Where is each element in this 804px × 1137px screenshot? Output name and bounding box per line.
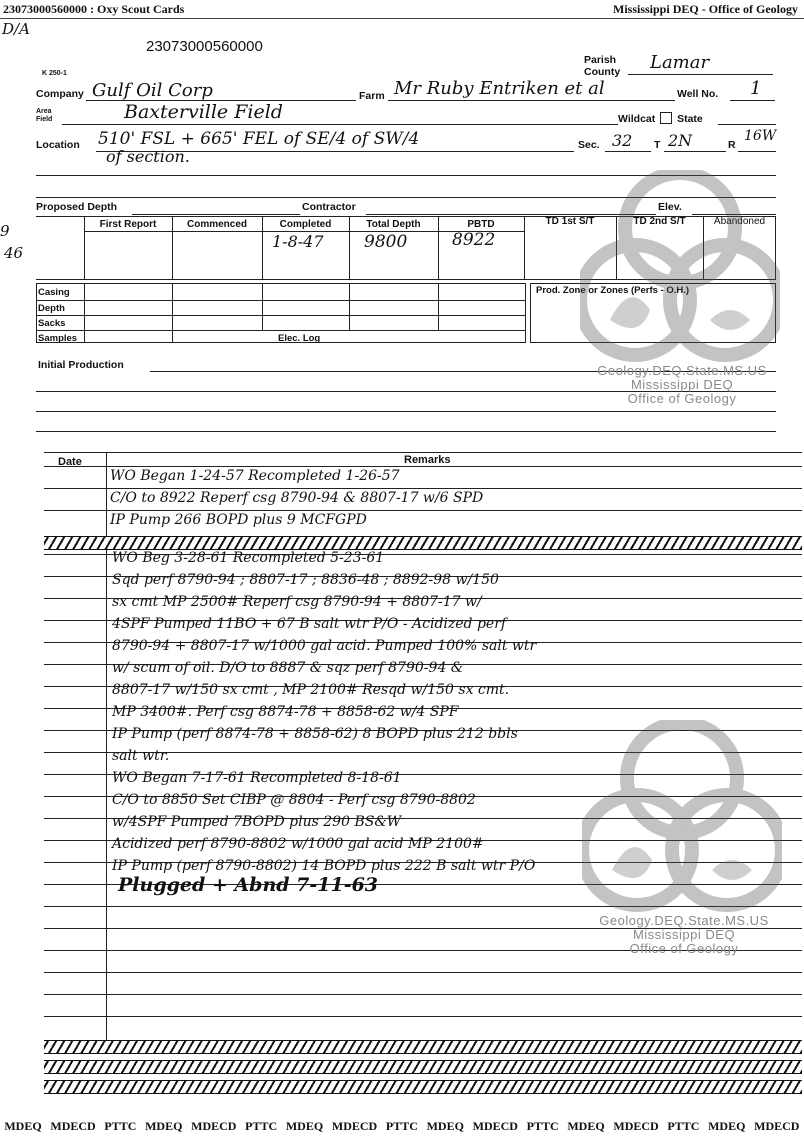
watermark-line: Mississippi DEQ bbox=[632, 927, 736, 942]
watermark-line: Office of Geology bbox=[629, 941, 739, 956]
watermark-line: Geology.DEQ.State.MS.US bbox=[599, 913, 769, 928]
casing-col bbox=[438, 283, 439, 330]
parish-label: Parish bbox=[584, 54, 617, 66]
well-no-value: 1 bbox=[750, 78, 762, 99]
footer-item: MDECD bbox=[754, 1119, 800, 1133]
well-no-line bbox=[730, 100, 775, 101]
footer-item: MDEQ bbox=[285, 1119, 324, 1133]
corner-mark: D/A bbox=[2, 20, 30, 38]
footer-item: MDECD bbox=[50, 1119, 96, 1133]
col-td-1st: TD 1st S/T bbox=[545, 216, 595, 227]
remark-rule bbox=[44, 488, 802, 489]
document-header-left: 23073000560000 : Oxy Scout Cards bbox=[3, 2, 185, 16]
remark-line: WO Began 7-17-61 Recompleted 8-18-61 bbox=[112, 770, 402, 786]
margin-note-1: 9 bbox=[0, 222, 10, 240]
casing-row bbox=[36, 330, 526, 331]
watermark-line: Office of Geology bbox=[627, 391, 737, 406]
total-depth-value: 9800 bbox=[364, 232, 408, 252]
parish-county-value: Lamar bbox=[650, 52, 710, 73]
r-label: R bbox=[728, 139, 736, 151]
remark-line: C/O to 8922 Reperf csg 8790-94 & 8807-17 w/6 SPD bbox=[110, 490, 484, 506]
col-td-2nd: TD 2nd S/T bbox=[633, 216, 686, 227]
hatch-separator bbox=[44, 536, 802, 550]
watermark-seal-top bbox=[580, 170, 780, 370]
field-line bbox=[62, 124, 618, 125]
remark-line: IP Pump (perf 8790-8802) 14 BOPD plus 222 B salt wtr P/O bbox=[112, 858, 536, 874]
well-no-label: Well No. bbox=[677, 88, 719, 100]
footer-item: PTTC bbox=[245, 1119, 278, 1133]
watermark-text-bottom bbox=[584, 914, 784, 956]
company-value: Gulf Oil Corp bbox=[92, 80, 213, 101]
col-total-depth: Total Depth bbox=[366, 219, 421, 230]
remark-line: WO Beg 3-28-61 Recompleted 5-23-61 bbox=[112, 550, 385, 566]
remark-line: 8790-94 + 8807-17 w/1000 gal acid. Pumped 100% salt wtr bbox=[112, 638, 537, 654]
col-abandoned: Abandoned bbox=[713, 216, 766, 227]
col-completed: Completed bbox=[279, 219, 332, 230]
casing-col bbox=[349, 283, 350, 330]
remark-rule bbox=[44, 994, 802, 995]
samples-label: Samples bbox=[38, 333, 78, 344]
remark-line: IP Pump (perf 8874-78 + 8858-62) 8 BOPD plus 212 bbls bbox=[112, 726, 518, 742]
remark-line: Acidized perf 8790-8802 w/1000 gal acid MP 2100# bbox=[112, 836, 484, 852]
date-col-header: Date bbox=[58, 456, 82, 468]
state-label-text: State bbox=[677, 113, 703, 125]
remark-rule bbox=[44, 466, 802, 467]
casing-col bbox=[84, 283, 85, 343]
footer-item: MDEQ bbox=[4, 1119, 42, 1133]
r-value: 16W bbox=[744, 128, 777, 144]
remark-line: w/ scum of oil. D/O to 8887 & sqz perf 8790-94 & bbox=[112, 660, 464, 676]
footer-item: MDEQ bbox=[426, 1119, 464, 1133]
footer-item: PTTC bbox=[526, 1119, 559, 1133]
t-label: T bbox=[654, 139, 661, 151]
remark-line: sx cmt MP 2500# Reperf csg 8790-94 + 8807-17 w/ bbox=[112, 594, 482, 610]
remark-line: 8807-17 w/150 sx cmt , MP 2100# Resqd w/150 sx cmt. bbox=[112, 682, 510, 698]
ip-line bbox=[36, 411, 776, 412]
footer-item: PTTC bbox=[667, 1119, 700, 1133]
area-label: Area bbox=[36, 108, 52, 115]
plugged-remark: Plugged + Abnd 7-11-63 bbox=[118, 874, 379, 896]
state-line bbox=[718, 124, 776, 125]
watermark-line: Mississippi DEQ bbox=[630, 377, 734, 392]
initial-production-label: Initial Production bbox=[38, 359, 124, 371]
sec-label: Sec. bbox=[578, 139, 600, 151]
watermark-seal-bottom bbox=[582, 720, 782, 920]
api-number: 23073000560000 bbox=[146, 38, 263, 55]
proposed-depth-label: Proposed Depth bbox=[36, 201, 118, 213]
wildcat-label-text: Wildcat bbox=[618, 113, 656, 125]
footer-item: MDECD bbox=[472, 1119, 518, 1133]
parish-county-line bbox=[628, 74, 773, 75]
footer-item: MDEQ bbox=[145, 1119, 183, 1133]
location-value-line1: 510' FSL + 665' FEL of SE/4 of SW/4 bbox=[98, 129, 420, 149]
footer-item: MDECD bbox=[331, 1119, 378, 1133]
county-label: County bbox=[584, 66, 621, 78]
location-value-line2: of section. bbox=[106, 147, 190, 166]
footer-item: PTTC bbox=[104, 1119, 137, 1133]
farm-label: Farm bbox=[359, 90, 385, 102]
farm-line bbox=[388, 100, 675, 101]
remark-rule bbox=[44, 510, 802, 511]
elev-label: Elev. bbox=[658, 201, 682, 213]
contractor-label: Contractor bbox=[302, 201, 356, 213]
watermark-seal-icon bbox=[582, 720, 782, 920]
remark-line: 4SPF Pumped 11BO + 67 B salt wtr P/O - Acidized perf bbox=[112, 616, 507, 632]
completed-value: 1-8-47 bbox=[272, 232, 324, 251]
footer-item: MDEQ bbox=[567, 1119, 605, 1133]
watermark-text-top bbox=[582, 364, 782, 406]
farm-value: Mr Ruby Entriken et al bbox=[394, 78, 605, 99]
watermark-line: Geology.DEQ.State.MS.US bbox=[597, 363, 767, 378]
wildcat-label bbox=[618, 112, 703, 125]
pbtd-value: 8922 bbox=[452, 230, 496, 250]
hatch-separator bbox=[44, 1080, 802, 1094]
footer-item: PTTC bbox=[385, 1119, 418, 1133]
hatch-separator bbox=[44, 1060, 802, 1074]
footer-item: MDEQ bbox=[708, 1119, 746, 1133]
casing-label: Casing bbox=[38, 287, 70, 298]
company-label: Company bbox=[36, 88, 84, 100]
t-value: 2N bbox=[668, 131, 693, 150]
col-commenced: Commenced bbox=[186, 219, 247, 230]
header-divider bbox=[0, 18, 804, 19]
t-line bbox=[664, 151, 726, 152]
watermark-seal-icon bbox=[580, 170, 780, 370]
sec-value: 32 bbox=[612, 131, 633, 150]
remark-line: Sqd perf 8790-94 ; 8807-17 ; 8836-48 ; 8892-98 w/150 bbox=[112, 572, 499, 588]
remark-line: C/O to 8850 Set CIBP @ 8804 - Perf csg 8790-8802 bbox=[112, 792, 476, 808]
footer-item: MDECD bbox=[191, 1119, 237, 1133]
form-number: K 250-1 bbox=[42, 70, 67, 77]
casing-col bbox=[172, 283, 173, 343]
remark-rule bbox=[44, 972, 802, 973]
remark-line: MP 3400#. Perf csg 8874-78 + 8858-62 w/4 SPF bbox=[112, 704, 459, 720]
margin-note-2: 46 bbox=[4, 244, 24, 262]
field-label: Field bbox=[36, 116, 53, 123]
r-line bbox=[738, 151, 776, 152]
ip-line bbox=[36, 431, 776, 432]
sacks-label: Sacks bbox=[38, 318, 66, 329]
remarks-col-header: Remarks bbox=[404, 454, 451, 466]
col-pbtd: PBTD bbox=[467, 219, 495, 230]
remarks-top-rule bbox=[44, 452, 802, 453]
remark-line: salt wtr. bbox=[112, 748, 170, 764]
remark-rule bbox=[44, 1016, 802, 1017]
footer-item: MDECD bbox=[613, 1119, 659, 1133]
casing-row bbox=[36, 300, 526, 301]
document-header-right: Mississippi DEQ - Office of Geology bbox=[613, 2, 798, 16]
field-value: Baxterville Field bbox=[124, 101, 283, 123]
hatch-separator bbox=[44, 1040, 802, 1054]
casing-row bbox=[36, 315, 526, 316]
depth-label: Depth bbox=[38, 303, 65, 314]
footer-bar bbox=[0, 1119, 804, 1134]
casing-col bbox=[262, 283, 263, 330]
remark-line: w/4SPF Pumped 7BOPD plus 290 BS&W bbox=[112, 814, 402, 830]
col-first-report: First Report bbox=[99, 219, 157, 230]
remark-line: WO Began 1-24-57 Recompleted 1-26-57 bbox=[110, 468, 400, 484]
elec-log-label: Elec. Log bbox=[278, 333, 321, 344]
wildcat-checkbox bbox=[660, 112, 672, 124]
sec-line bbox=[605, 151, 651, 152]
remark-line: IP Pump 266 BOPD plus 9 MCFGPD bbox=[110, 512, 367, 528]
prod-zone-label: Prod. Zone or Zones (Perfs - O.H.) bbox=[536, 285, 690, 296]
proposed-depth-line bbox=[132, 214, 300, 215]
location-label: Location bbox=[36, 139, 80, 151]
